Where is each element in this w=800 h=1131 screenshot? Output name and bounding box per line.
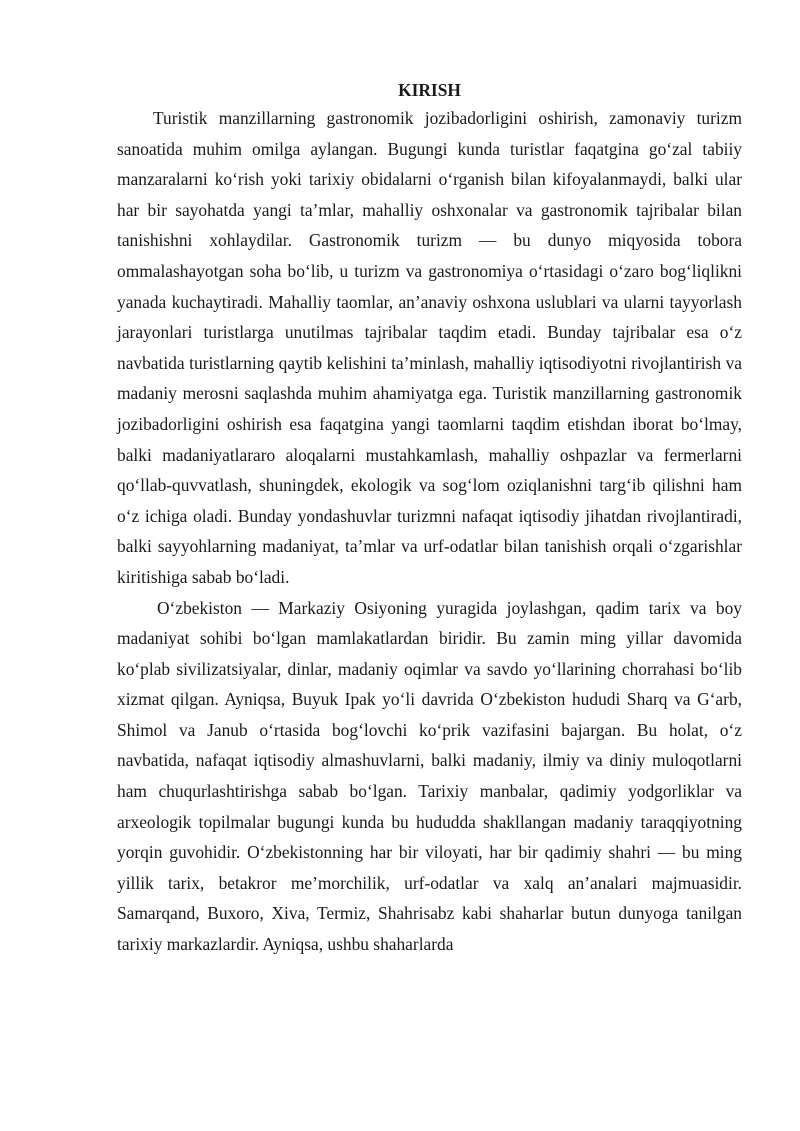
paragraph-uzbekistan: O‘zbekiston — Markaziy Osiyoning yuragida joylashgan, qadim tarix va boy madaniyat sohibi bo‘lgan mamlakatlardan biridir. Bu zamin ming yillar davomida ko‘plab sivilizatsiyalar, dinlar, madaniy oqimlar va savdo yo‘llarining chorrahasi bo‘lib xizmat qilgan. Ayniqsa, Buyuk Ipak yo‘li davrida O‘zbekiston hududi Sharq va G‘arb, Shimol va Janub o‘rtasida bog‘lovchi ko‘prik vazifasini bajargan. Bu holat, o‘z navbatida, nafaqat iqtisodiy almashuvlarni, balki madaniy, ilmiy va diniy muloqotlarni ham chuqurlashtirishga sabab bo‘lgan. Tarixiy manbalar, qadimiy yodgorliklar va arxeologik topilmalar bugungi kunda bu hududda shakllangan madaniy taraqqiyotning yorqin guvohidir. O‘zbekistonning har bir viloyati, har bir qadimiy shahri — bu ming yillik tarix, betakror me’morchilik, urf-odatlar va xalq an’analari majmuasidir. Samarqand, Buxoro, Xiva, Termiz, Shahrisabz kabi shaharlar butun dunyoga tanilgan tarixiy markazlardir. Ayniqsa, ushbu shaharlarda (117, 597, 742, 955)
document-body (117, 78, 742, 960)
section-heading: KIRISH (398, 80, 461, 100)
paragraph-intro: Turistik manzillarning gastronomik jozibadorligini oshirish, zamonaviy turizm sanoatida muhim omilga aylangan. Bugungi kunda turistlar faqatgina go‘zal tabiiy manzaralarni ko‘rish yoki tarixiy obidalarni o‘rganish bilan kifoyalanmaydi, balki ular har bir sayohatda yangi ta’mlar, mahalliy oshxonalar va gastronomik tajribalar bilan tanishishni xohlaydilar. Gastronomik turizm — bu dunyo miqyosida tobora ommalashayotgan soha bo‘lib, u turizm va gastronomiya o‘rtasidagi o‘zaro bog‘liqlikni yanada kuchaytiradi. Mahalliy taomlar, an’anaviy oshxona uslublari va ularni tayyorlash jarayonlari turistlarga unutilmas tajribalar taqdim etadi. Bunday tajribalar esa o‘z navbatida turistlarning qaytib kelishini ta’minlash, mahalliy iqtisodiyotni rivojlantirish va madaniy merosni saqlashda muhim ahamiyatga ega. Turistik manzillarning gastronomik jozibadorligini oshirish esa faqatgina yangi taomlarni taqdim etishdan iborat bo‘lmay, balki madaniyatlararo aloqalarni mustahkamlash, mahalliy oshpazlar va fermerlarni qo‘llab-quvvatlash, shuningdek, ekologik va sog‘lom oziqlanishni targ‘ib qilishni ham o‘z ichiga oladi. Bunday yondashuvlar turizmni nafaqat iqtisodiy jihatdan rivojlantiradi, balki sayyohlarning madaniyat, ta’mlar va urf-odatlar bilan tanishish orqali o‘zgarishlar kiritishiga sabab bo‘ladi. (117, 108, 742, 587)
